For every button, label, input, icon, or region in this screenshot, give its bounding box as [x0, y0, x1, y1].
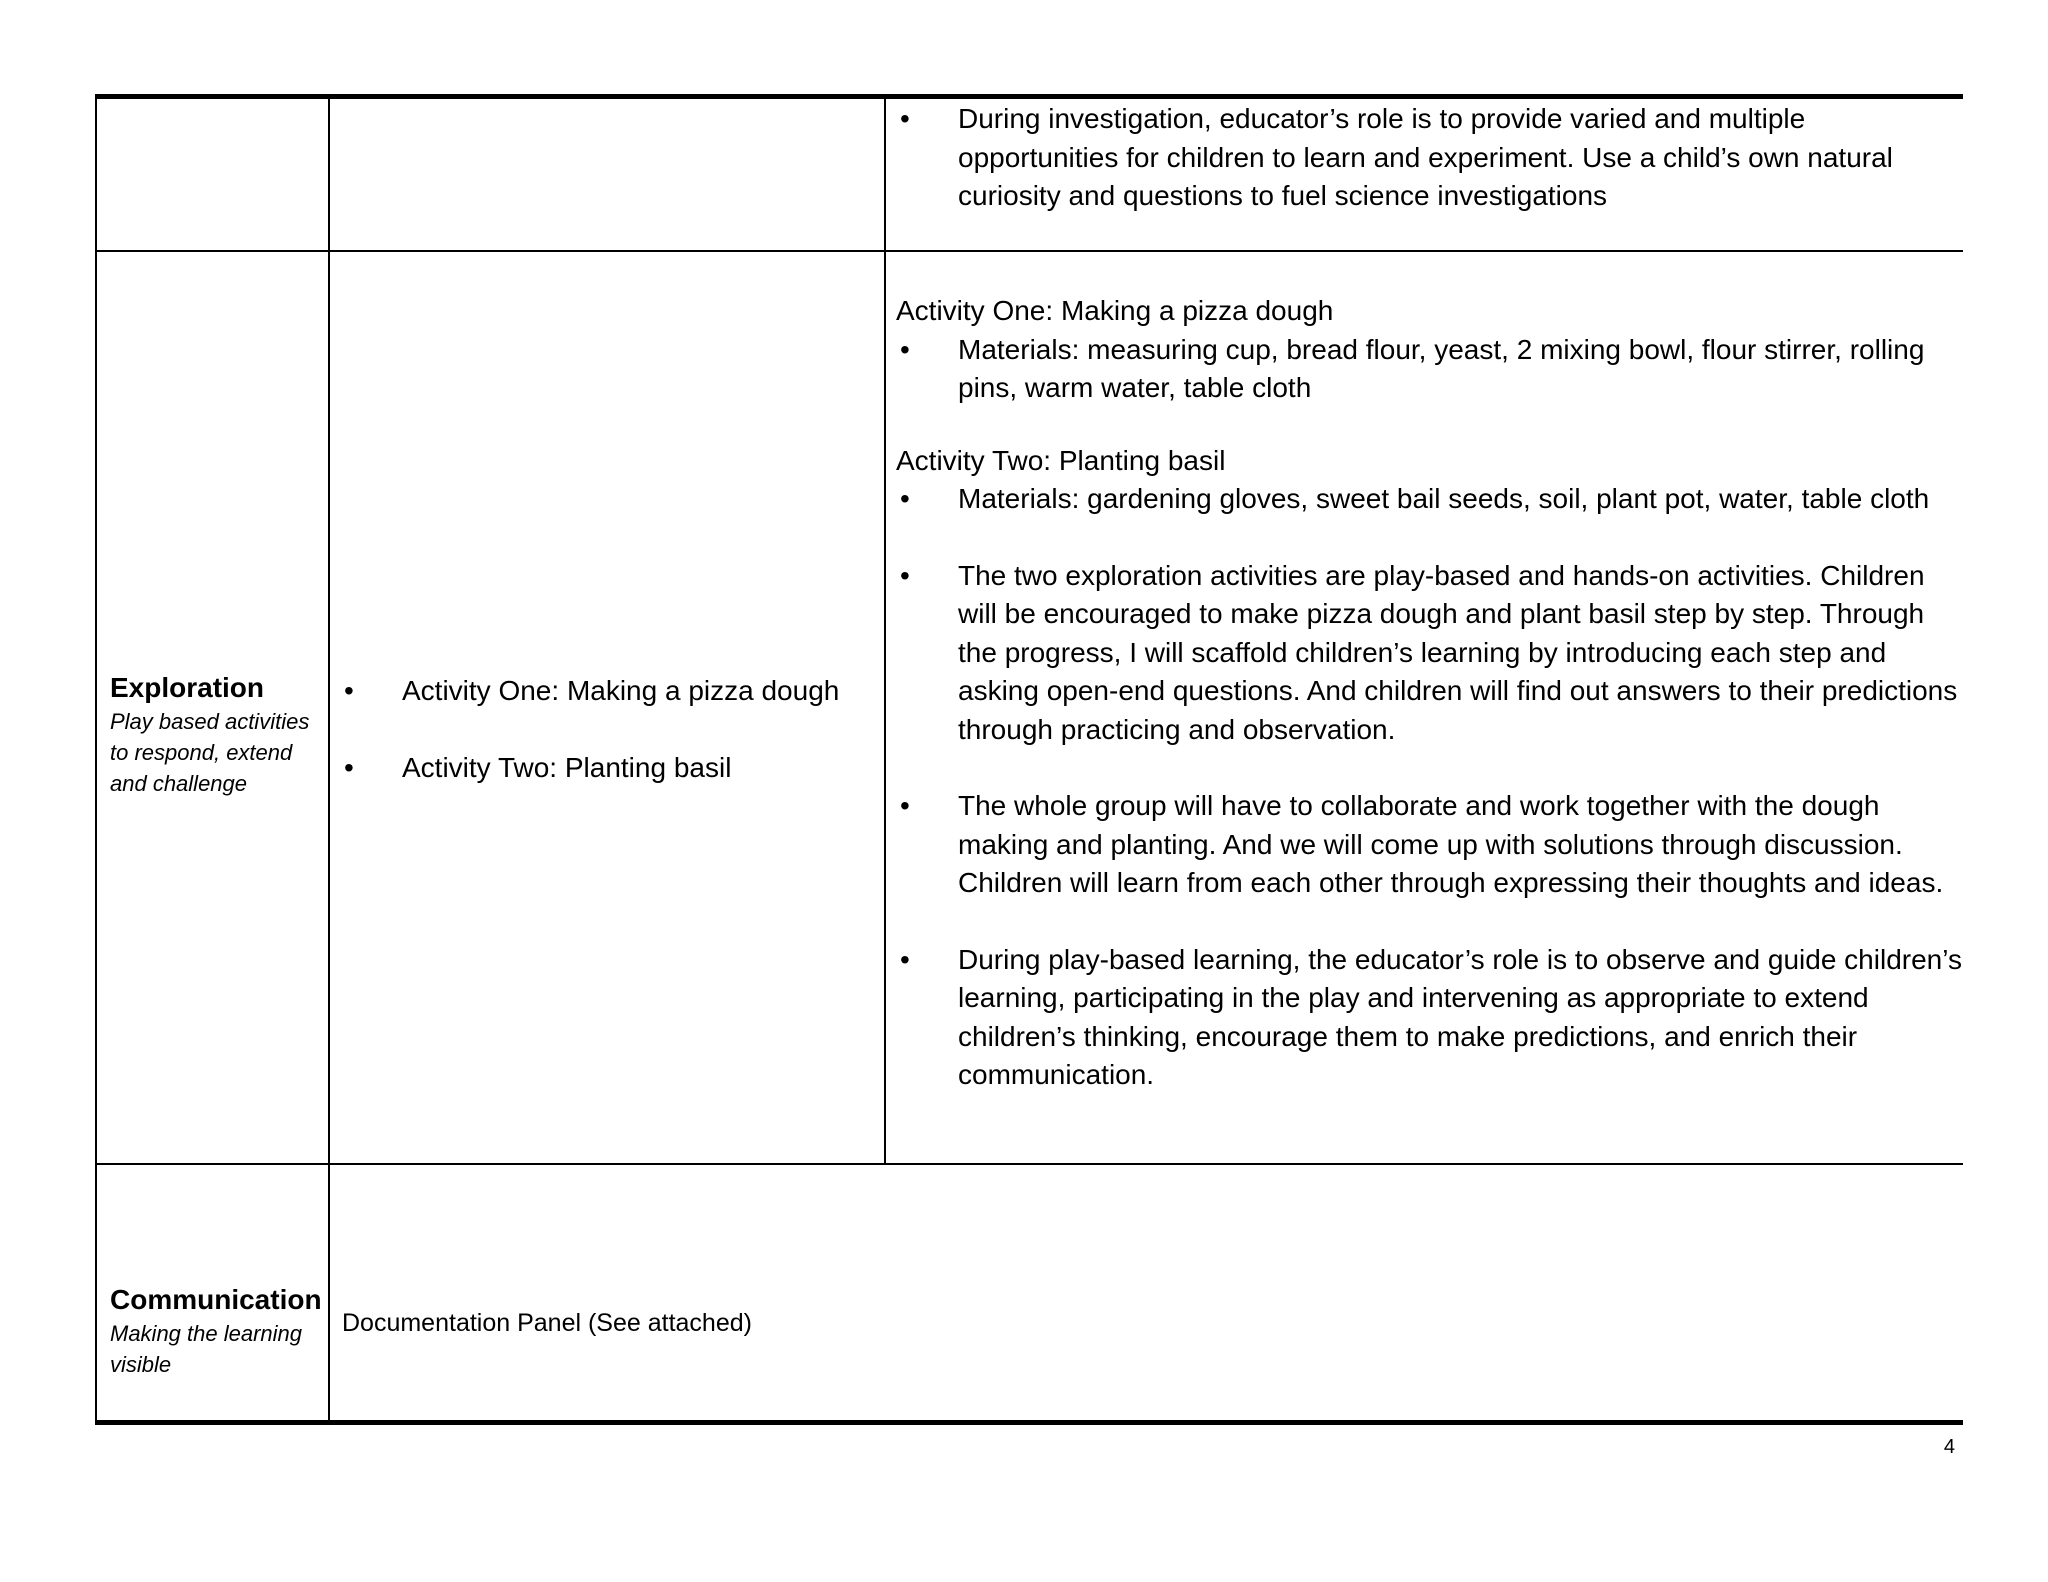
- page-number: 4: [1943, 1436, 1955, 1458]
- column-divider-2: [884, 94, 886, 1165]
- activity-two-title: Activity Two: Planting basil: [896, 444, 1226, 476]
- exploration-heading-cell: [110, 670, 320, 799]
- exploration-details-cell: [896, 292, 1964, 1095]
- row1-notes-list: [896, 100, 1961, 216]
- list-item: • Activity Two: Planting basil: [340, 749, 880, 788]
- list-item: • Activity One: Making a pizza dough: [340, 672, 880, 711]
- exploration-subtitle: Play based activities to respond, extend and challenge: [110, 709, 310, 796]
- bullet-icon: •: [900, 103, 910, 134]
- list-item: • The two exploration activities are play-based and hands-on activities. Children will be encouraged to make pizza dough and plant basil step by step. Through the progress, I will scaffold children’s learning by introducing each step and asking open-end questions. And children will find out answers to their predictions through practicing and observation.: [896, 557, 1964, 750]
- list-item: • During play-based learning, the educator’s role is to observe and guide children’s learning, participating in the play and intervening as appropriate to extend children’s thinking, encourage them to make predictions, and enrich their communication.: [896, 941, 1964, 1095]
- table-left-border: [95, 94, 97, 1425]
- bullet-icon: •: [900, 333, 910, 365]
- bullet-icon: •: [900, 483, 910, 514]
- row1-notes-cell: [896, 100, 1961, 216]
- exploration-notes-list: [896, 557, 1964, 1095]
- exploration-activities-list: [340, 672, 880, 787]
- list-item: • Materials: gardening gloves, sweet bail seeds, soil, plant pot, water, table cloth: [896, 480, 1964, 519]
- activity-one-title: Activity One: Making a pizza dough: [896, 295, 1334, 326]
- communication-subtitle: Making the learning visible: [110, 1321, 303, 1377]
- bullet-icon: •: [900, 943, 910, 975]
- bullet-icon: •: [900, 559, 910, 591]
- bullet-icon: •: [344, 751, 354, 783]
- list-item: • During investigation, educator’s role is to provide varied and multiple opportunities for children to learn and experiment. Use a child’s own natural curiosity and questions to fuel science investigations: [896, 100, 1961, 216]
- list-item: • The whole group will have to collaborate and work together with the dough making and planting. And we will come up with solutions through discussion. Children will learn from each other through expressing their thoughts and ideas.: [896, 787, 1964, 903]
- row-divider-1: [95, 250, 1963, 252]
- activity-one-materials-list: [896, 331, 1964, 408]
- communication-content: Documentation Panel (See attached): [342, 1309, 752, 1337]
- bullet-icon: •: [900, 790, 910, 821]
- bullet-icon: •: [344, 675, 354, 706]
- activity-two-materials-list: [896, 480, 1964, 519]
- list-item: • Materials: measuring cup, bread flour, yeast, 2 mixing bowl, flour stirrer, rolling pins, warm water, table cloth: [896, 331, 1964, 408]
- exploration-activities-cell: [340, 672, 880, 787]
- communication-heading-cell: [110, 1282, 325, 1380]
- communication-heading: Communication: [110, 1284, 322, 1315]
- row-divider-2: [95, 1163, 1963, 1165]
- column-divider-1: [328, 94, 330, 1425]
- exploration-heading: Exploration: [110, 672, 265, 703]
